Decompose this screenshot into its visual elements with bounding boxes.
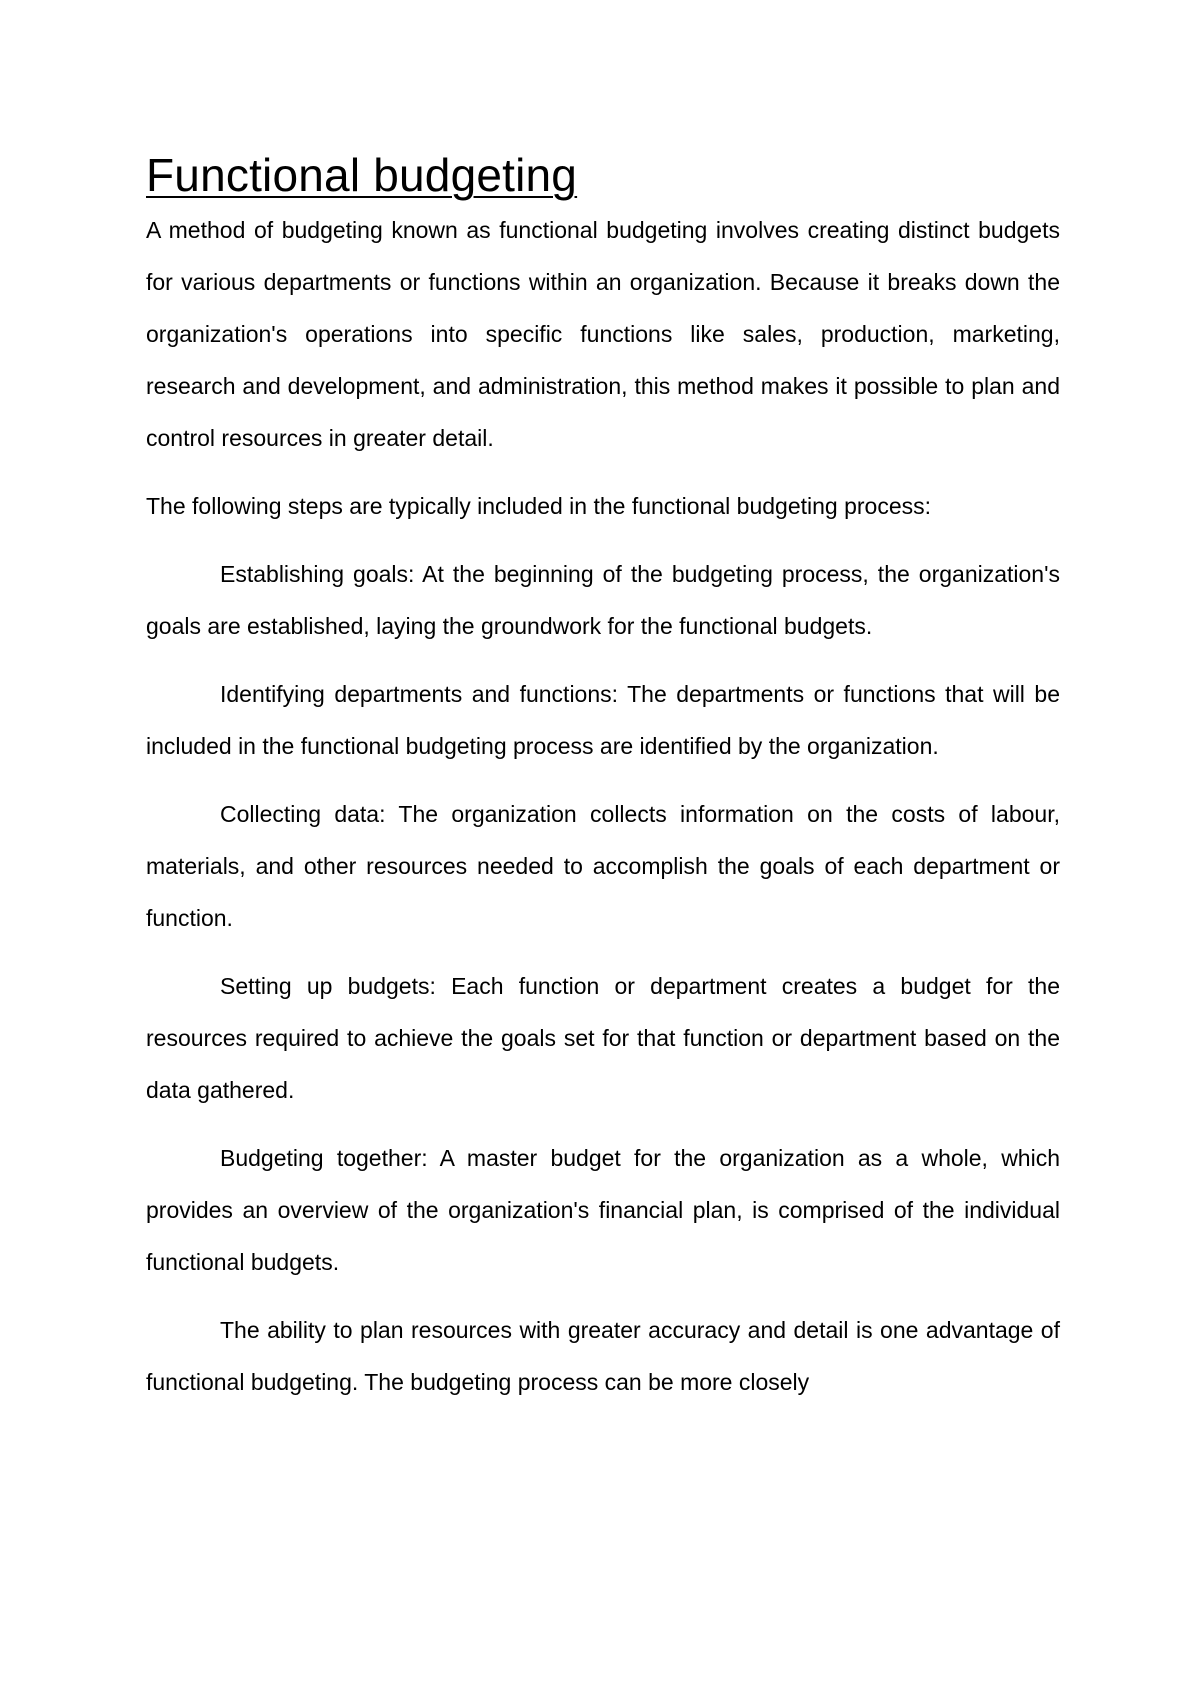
paragraph-collecting-data: Collecting data: The organization collects information on the costs of labour, materials, and other resources needed to accomplish the goals of each department or function. [146,801,1060,931]
paragraph-establishing-goals: Establishing goals: At the beginning of the budgeting process, the organization's goals are established, laying the groundwork for the functional budgets. [146,561,1060,639]
document-body [146,146,1060,1424]
document-title: Functional budgeting [146,149,578,201]
paragraph-intro: A method of budgeting known as functional budgeting involves creating distinct budgets for various departments or functions within an organization. Because it breaks down the organization's operations into specific functions like sales, production, marketing, research and development, and administration, this method makes it possible to plan and control resources in greater detail. [146,217,1060,451]
paragraph-identifying-departments: Identifying departments and functions: The departments or functions that will be included in the functional budgeting process are identified by the organization. [146,681,1060,759]
paragraph-setting-up-budgets: Setting up budgets: Each function or department creates a budget for the resources required to achieve the goals set for that function or department based on the data gathered. [146,973,1060,1103]
paragraph-budgeting-together: Budgeting together: A master budget for the organization as a whole, which provides an overview of the organization's financial plan, is comprised of the individual functional budgets. [146,1145,1060,1275]
paragraph-advantage: The ability to plan resources with greater accuracy and detail is one advantage of functional budgeting. The budgeting process can be more closely [146,1317,1060,1395]
paragraph-steps-lead: The following steps are typically included in the functional budgeting process: [146,493,932,519]
